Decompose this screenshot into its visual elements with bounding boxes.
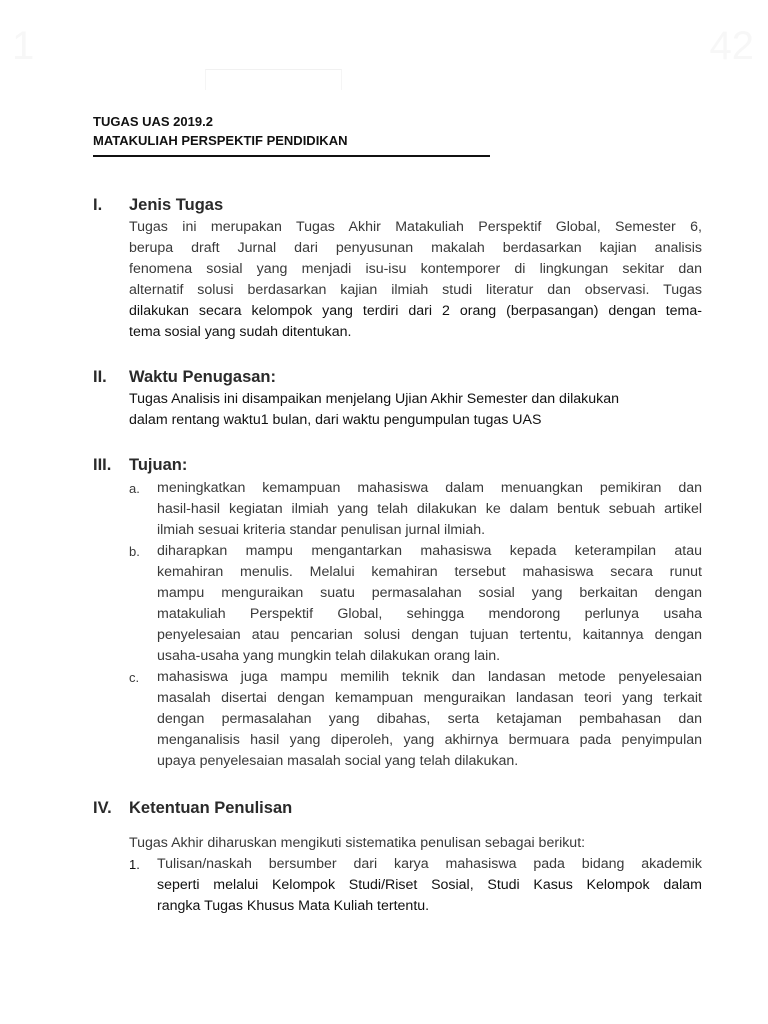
text-line: hasil-hasil kegiatan ilmiah yang telah dilakukan ke dalam bentuk sebuah artikel [157, 501, 702, 517]
text-line: berupa draft Jurnal dari penyusunan makalah berdasarkan kajian analisis [129, 240, 702, 256]
text-line: Tulisan/naskah bersumber dari karya mahasiswa pada bidang akademik [157, 856, 702, 872]
section-2-paragraph [129, 389, 702, 431]
list-marker: a. [129, 481, 140, 496]
list-marker: b. [129, 544, 140, 559]
section-4-title: Ketentuan Penulisan [129, 799, 293, 817]
section-2-title: Waktu Penugasan: [129, 368, 276, 386]
text-line: penyelesaian atau pencarian solusi dengan tujuan tertentu, kaitannya dengan [157, 627, 702, 643]
text-line: Tugas Akhir diharuskan mengikuti sistematika penulisan sebagai berikut: [129, 835, 586, 851]
section-1-heading [93, 195, 223, 215]
text-line: matakuliah Perspektif Global, sehingga mendorong perlunya usaha [157, 606, 702, 622]
text-line: diharapkan mampu mengantarkan mahasiswa kepada keterampilan atau [157, 543, 702, 559]
document-header [93, 112, 347, 150]
text-line: Tugas ini merupakan Tugas Akhir Matakuliah Perspektif Global, Semester 6, [129, 219, 702, 235]
text-line: upaya penyelesaian masalah social yang telah dilakukan. [157, 753, 519, 769]
list-marker: 1. [129, 857, 140, 872]
text-line: Tugas Analisis ini disampaikan menjelang Ujian Akhir Semester dan dilakukan [129, 391, 619, 407]
section-4-intro [129, 833, 702, 854]
text-line: fenomena sosial yang menjadi isu-isu kontemporer di lingkungan sekitar dan [129, 261, 702, 277]
section-3-number: III. [93, 456, 112, 474]
section-3-heading [93, 455, 187, 475]
text-line: usaha-usaha yang mungkin telah dilakukan orang lain. [157, 648, 501, 664]
text-line: rangka Tugas Khusus Mata Kuliah tertentu. [157, 898, 430, 914]
faint-box-outline [205, 69, 342, 90]
text-line: dengan permasalahan yang dibahas, serta ketajaman pembahasan dan [157, 711, 702, 727]
section-1-title: Jenis Tugas [129, 196, 224, 214]
section-4-heading [93, 798, 292, 818]
text-line: mahasiswa juga mampu memilih teknik dan landasan metode penyelesaian [157, 669, 702, 685]
text-line: dilakukan secara kelompok yang terdiri dari 2 orang (berpasangan) dengan tema- [129, 303, 702, 319]
text-line: ilmiah sesuai kriteria standar penulisan jurnal ilmiah. [157, 522, 486, 538]
section-1-paragraph [129, 217, 702, 343]
text-line: tema sosial yang sudah ditentukan. [129, 324, 352, 340]
page-number-right: 42 [709, 24, 754, 68]
section-2-heading [93, 367, 276, 387]
header-line-2: MATAKULIAH PERSPEKTIF PENDIDIKAN [93, 133, 348, 148]
text-line: seperti melalui Kelompok Studi/Riset Sosial, Studi Kasus Kelompok dalam [157, 877, 702, 893]
section-3-title: Tujuan: [129, 456, 188, 474]
text-line: kemahiran menulis. Melalui kemahiran tersebut mahasiswa secara runut [157, 564, 702, 580]
header-line-1: TUGAS UAS 2019.2 [93, 114, 213, 129]
text-line: menganalisis hasil yang diperoleh, yang akhirnya bermuara pada penyimpulan [157, 732, 702, 748]
text-line: masalah disertai dengan kemampuan menguraikan landasan teori yang terkait [157, 690, 702, 706]
text-line: dalam rentang waktu1 bulan, dari waktu pengumpulan tugas UAS [129, 412, 542, 428]
text-line: alternatif solusi berdasarkan kajian ilmiah studi literatur dan observasi. Tugas [129, 282, 702, 298]
section-1-number: I. [93, 196, 103, 214]
header-underline [93, 155, 490, 157]
list-marker: c. [129, 670, 140, 685]
section-4-number: IV. [93, 799, 112, 817]
text-line: mampu menguraikan suatu permasalahan sosial yang berkaitan dengan [157, 585, 702, 601]
text-line: meningkatkan kemampuan mahasiswa dalam menuangkan pemikiran dan [157, 480, 702, 496]
section-2-number: II. [93, 368, 107, 386]
page-number-left: 1 [12, 24, 35, 68]
